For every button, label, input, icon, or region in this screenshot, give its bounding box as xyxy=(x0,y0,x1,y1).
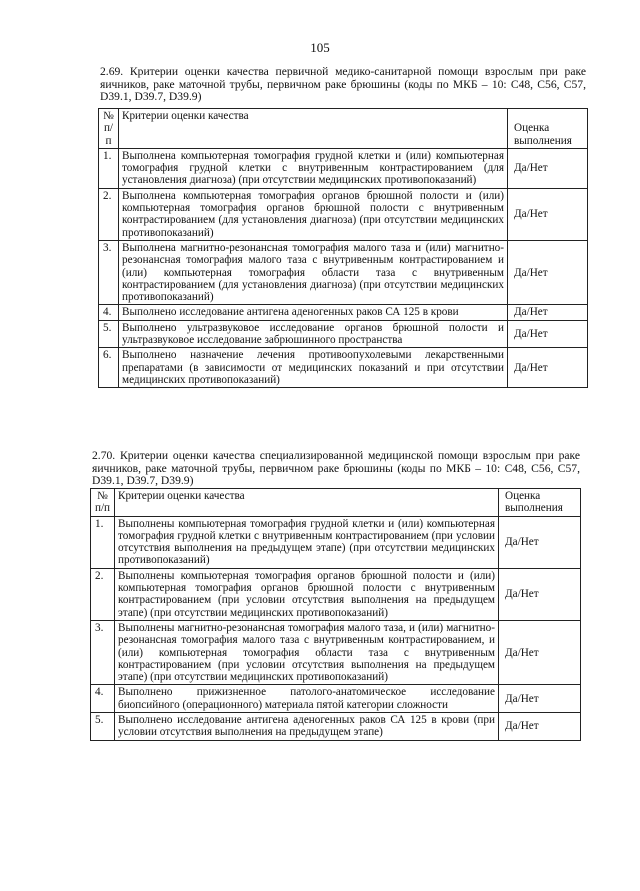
row-criteria: Выполнена магнитно-резонансная томография малого таза и (или) магнитно-резонансная томография малого таза с внутривенным контрастированием и (или) компьютерная томография области таза с внутривенным контрастированием (для установления диагноза) (при отсутствии медицинских противопоказаний) xyxy=(119,240,508,304)
row-result: Да/Нет xyxy=(499,713,581,741)
row-result: Да/Нет xyxy=(499,620,581,684)
table-row xyxy=(99,240,588,304)
row-number: 3. xyxy=(91,620,115,684)
row-criteria: Выполнена компьютерная томография органов брюшной полости и (или) компьютерная томография органов брюшной полости с внутривенным контрастированием (для установления диагноза) (при отсутствии медицинских противопоказаний) xyxy=(119,188,508,240)
row-result: Да/Нет xyxy=(508,188,588,240)
row-number: 1. xyxy=(91,516,115,568)
row-criteria: Выполнено исследование антигена аденогенных раков СА 125 в крови xyxy=(119,305,508,320)
table-row xyxy=(91,516,581,568)
header-result: Оценка выполнения xyxy=(499,489,581,517)
row-criteria: Выполнена компьютерная томография грудной клетки и (или) компьютерная томография грудной клетки с внутривенным контрастированием (для установления диагноза) (при отсутствии медицинских противопоказаний) xyxy=(119,148,508,188)
row-criteria: Выполнены компьютерная томография органов брюшной полости и (или) компьютерная томография органов брюшной полости с внутривенным контрастированием (при условии отсутствия выполнения на предыдущем этапе) (при отсутствии медицинских противопоказаний) xyxy=(115,568,499,620)
table-row xyxy=(99,305,588,320)
row-criteria: Выполнено прижизненное патолого-анатомическое исследование биопсийного (операционного) материала пятой категории сложности xyxy=(115,685,499,713)
header-criteria: Критерии оценки качества xyxy=(115,489,499,517)
row-number: 2. xyxy=(91,568,115,620)
row-result: Да/Нет xyxy=(508,348,588,388)
table-row xyxy=(91,620,581,684)
table-row xyxy=(99,148,588,188)
row-criteria: Выполнено исследование антигена аденогенных раков СА 125 в крови (при условии отсутствия выполнения на предыдущем этапе) xyxy=(115,713,499,741)
section-title: 2.70. Критерии оценки качества специализированной медицинской помощи взрослым при раке яичников, раке маточной трубы, первичном раке брюшины (коды по МКБ – 10: С48, С56, С57, D39.1, D39.7, D39.9) xyxy=(92,449,580,487)
row-number: 4. xyxy=(99,305,119,320)
row-number: 4. xyxy=(91,685,115,713)
header-criteria: Критерии оценки качества xyxy=(119,109,508,149)
row-criteria: Выполнены магнитно-резонансная томография малого таза, и (или) магнитно-резонансная томография малого таза с внутривенным контрастированием, и (или) компьютерная томография области таза с внутривенным контрастированием (при условии отсутствия выполнения на предыдущем этапе) (при отсутствии медицинских противопоказаний) xyxy=(115,620,499,684)
row-criteria: Выполнено назначение лечения противоопухолевыми лекарственными препаратами (в зависимости от медицинских показаний и при отсутствии медицинских противопоказаний) xyxy=(119,348,508,388)
row-number: 1. xyxy=(99,148,119,188)
header-number: № п/п xyxy=(91,489,115,517)
row-result: Да/Нет xyxy=(508,148,588,188)
criteria-table xyxy=(90,488,581,741)
header-number: № п/п xyxy=(99,109,119,149)
row-number: 2. xyxy=(99,188,119,240)
row-number: 5. xyxy=(91,713,115,741)
table-row xyxy=(91,713,581,741)
row-result: Да/Нет xyxy=(508,305,588,320)
row-result: Да/Нет xyxy=(508,240,588,304)
table-row xyxy=(91,685,581,713)
row-result: Да/Нет xyxy=(499,685,581,713)
row-number: 6. xyxy=(99,348,119,388)
row-result: Да/Нет xyxy=(499,516,581,568)
row-number: 3. xyxy=(99,240,119,304)
header-result: Оценка выполнения xyxy=(508,109,588,149)
criteria-table xyxy=(98,108,588,388)
row-criteria: Выполнено ультразвуковое исследование органов брюшной полости и ультразвуковое исследование забрюшинного пространства xyxy=(119,320,508,348)
row-result: Да/Нет xyxy=(499,568,581,620)
section-title: 2.69. Критерии оценки качества первичной медико-санитарной помощи взрослым при раке яичников, раке маточной трубы, первичном раке брюшины (коды по МКБ – 10: С48, С56, С57, D39.1, D39.7, D39.9) xyxy=(100,65,586,103)
table-row xyxy=(99,320,588,348)
table-row xyxy=(99,188,588,240)
table-header-row xyxy=(91,489,581,517)
table-header-row xyxy=(99,109,588,149)
page-number: 105 xyxy=(310,40,330,55)
row-number: 5. xyxy=(99,320,119,348)
row-criteria: Выполнены компьютерная томография грудной клетки и (или) компьютерная томография грудной клетки с внутривенным контрастированием (при условии отсутствия выполнения на предыдущем этапе) (при отсутствии медицинских противопоказаний) xyxy=(115,516,499,568)
table-row xyxy=(99,348,588,388)
table-row xyxy=(91,568,581,620)
row-result: Да/Нет xyxy=(508,320,588,348)
